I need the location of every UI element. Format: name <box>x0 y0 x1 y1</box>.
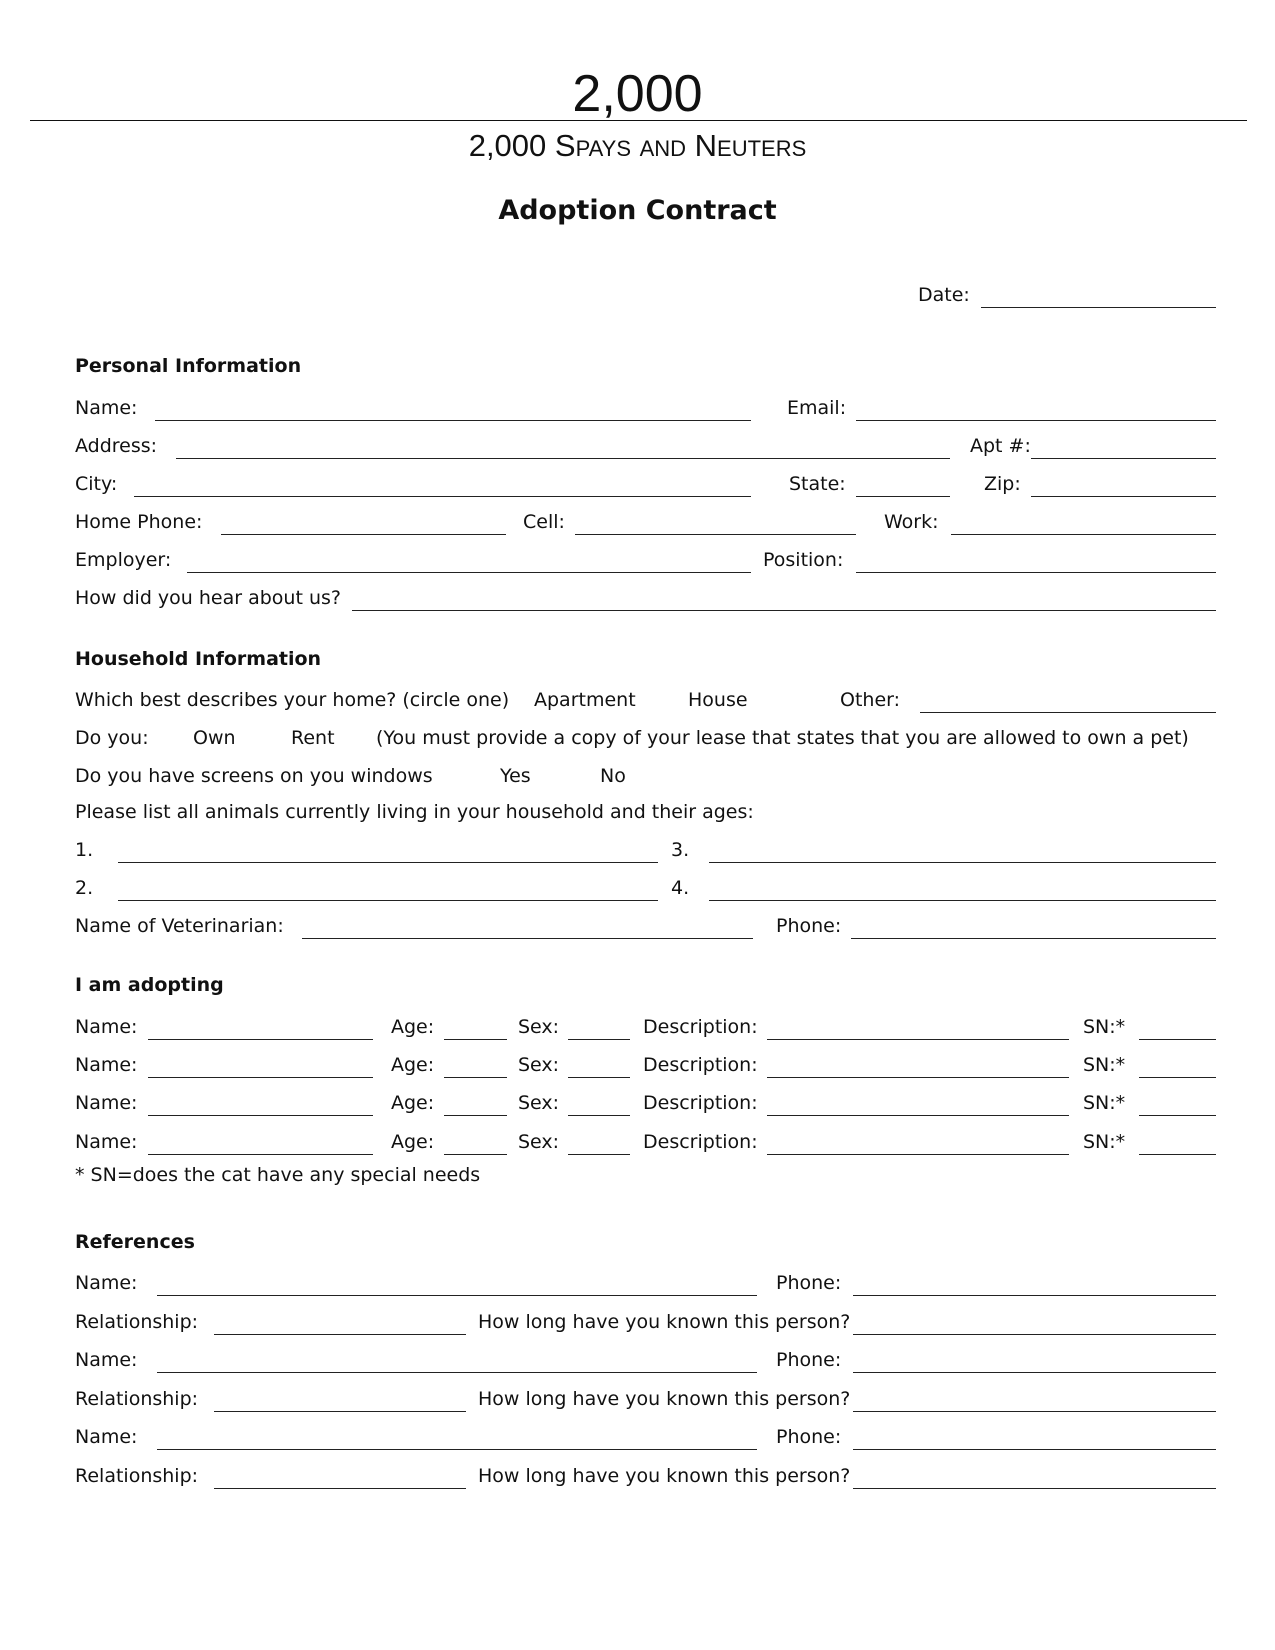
header-rule <box>30 120 1247 121</box>
adopt-name-field[interactable] <box>148 1077 373 1078</box>
adopt-age-field[interactable] <box>444 1077 507 1078</box>
address-field[interactable] <box>176 458 950 459</box>
state-label: State: <box>789 473 846 495</box>
option-house[interactable]: House <box>688 689 748 711</box>
date-label: Date: <box>918 284 970 306</box>
adopt-name-field[interactable] <box>148 1154 373 1155</box>
screens-question: Do you have screens on you windows <box>75 765 433 787</box>
ref-name-label: Name: <box>75 1349 138 1371</box>
ref-relationship-label: Relationship: <box>75 1311 199 1333</box>
ref-relationship-field[interactable] <box>214 1411 466 1412</box>
adopt-age-field[interactable] <box>444 1039 507 1040</box>
adopt-sn-field[interactable] <box>1139 1115 1216 1116</box>
household-info-heading: Household Information <box>75 648 322 670</box>
position-field[interactable] <box>856 572 1216 573</box>
heard-about-label: How did you hear about us? <box>75 587 341 609</box>
adopt-sn-label: SN:* <box>1083 1131 1126 1153</box>
email-label: Email: <box>787 397 847 419</box>
adopt-name-label: Name: <box>75 1054 138 1076</box>
ref-relationship-label: Relationship: <box>75 1388 199 1410</box>
animals-question: Please list all animals currently living in your household and their ages: <box>75 801 754 823</box>
adopt-sex-label: Sex: <box>518 1131 560 1153</box>
adopt-age-label: Age: <box>391 1054 435 1076</box>
adopt-age-field[interactable] <box>444 1154 507 1155</box>
adopt-description-field[interactable] <box>767 1115 1069 1116</box>
own-rent-question: Do you: <box>75 727 149 749</box>
city-field[interactable] <box>134 496 751 497</box>
adopt-age-label: Age: <box>391 1092 435 1114</box>
animal-3-field[interactable] <box>709 862 1216 863</box>
vet-name-label: Name of Veterinarian: <box>75 915 284 937</box>
work-field[interactable] <box>951 534 1216 535</box>
vet-phone-label: Phone: <box>776 915 842 937</box>
ref-name-label: Name: <box>75 1272 138 1294</box>
ref-phone-field[interactable] <box>853 1372 1216 1373</box>
adopt-sn-field[interactable] <box>1139 1154 1216 1155</box>
option-rent[interactable]: Rent <box>291 727 335 749</box>
lease-note: (You must provide a copy of your lease that states that you are allowed to own a pet) <box>376 727 1189 749</box>
adopt-sn-label: SN:* <box>1083 1054 1126 1076</box>
adopt-sn-field[interactable] <box>1139 1077 1216 1078</box>
adopt-age-label: Age: <box>391 1016 435 1038</box>
ref-name-field[interactable] <box>157 1295 757 1296</box>
home-type-question: Which best describes your home? (circle one) <box>75 689 510 711</box>
adopt-name-label: Name: <box>75 1016 138 1038</box>
animal-2-field[interactable] <box>118 900 658 901</box>
ref-relationship-field[interactable] <box>214 1488 466 1489</box>
ref-phone-label: Phone: <box>776 1272 842 1294</box>
adopt-description-field[interactable] <box>767 1077 1069 1078</box>
adopt-description-field[interactable] <box>767 1154 1069 1155</box>
animal-1-field[interactable] <box>118 862 658 863</box>
position-label: Position: <box>763 549 844 571</box>
ref-how-long-label: How long have you known this person? <box>478 1388 851 1410</box>
employer-label: Employer: <box>75 549 172 571</box>
zip-label: Zip: <box>984 473 1021 495</box>
sn-footnote: * SN=does the cat have any special needs <box>75 1164 481 1186</box>
adopt-sex-field[interactable] <box>568 1039 630 1040</box>
ref-relationship-label: Relationship: <box>75 1465 199 1487</box>
ref-name-label: Name: <box>75 1426 138 1448</box>
adopt-sex-field[interactable] <box>568 1077 630 1078</box>
references-heading: References <box>75 1231 195 1253</box>
vet-phone-field[interactable] <box>851 938 1216 939</box>
adopt-name-field[interactable] <box>148 1039 373 1040</box>
option-other[interactable]: Other: <box>840 689 901 711</box>
adopt-description-label: Description: <box>643 1016 758 1038</box>
option-own[interactable]: Own <box>193 727 236 749</box>
vet-name-field[interactable] <box>302 938 753 939</box>
ref-name-field[interactable] <box>157 1449 757 1450</box>
ref-how-long-label: How long have you known this person? <box>478 1311 851 1333</box>
date-field[interactable] <box>981 307 1216 308</box>
animal-number-4: 4. <box>671 877 690 899</box>
adopt-description-label: Description: <box>643 1054 758 1076</box>
apt-field[interactable] <box>1031 458 1216 459</box>
adopt-sex-label: Sex: <box>518 1016 560 1038</box>
ref-phone-field[interactable] <box>853 1295 1216 1296</box>
animal-number-1: 1. <box>75 839 94 861</box>
adopt-sex-label: Sex: <box>518 1054 560 1076</box>
home-phone-label: Home Phone: <box>75 511 203 533</box>
name-label: Name: <box>75 397 138 419</box>
adopt-description-label: Description: <box>643 1092 758 1114</box>
address-label: Address: <box>75 435 158 457</box>
ref-how-long-field[interactable] <box>853 1334 1216 1335</box>
ref-name-field[interactable] <box>157 1372 757 1373</box>
adopt-sn-label: SN:* <box>1083 1092 1126 1114</box>
state-field[interactable] <box>856 496 950 497</box>
zip-field[interactable] <box>1031 496 1216 497</box>
heard-about-field[interactable] <box>352 610 1216 611</box>
option-yes[interactable]: Yes <box>500 765 531 787</box>
employer-field[interactable] <box>187 572 751 573</box>
city-label: City: <box>75 473 118 495</box>
option-no[interactable]: No <box>600 765 626 787</box>
cell-field[interactable] <box>575 534 856 535</box>
ref-how-long-field[interactable] <box>853 1411 1216 1412</box>
email-field[interactable] <box>856 420 1216 421</box>
option-apartment[interactable]: Apartment <box>534 689 636 711</box>
ref-phone-label: Phone: <box>776 1426 842 1448</box>
personal-info-heading: Personal Information <box>75 355 302 377</box>
animal-4-field[interactable] <box>709 900 1216 901</box>
org-logo: 2,000 <box>572 65 703 123</box>
name-field[interactable] <box>155 420 751 421</box>
home-phone-field[interactable] <box>221 534 506 535</box>
adopt-name-label: Name: <box>75 1131 138 1153</box>
animal-number-2: 2. <box>75 877 94 899</box>
adopt-age-label: Age: <box>391 1131 435 1153</box>
adopt-description-field[interactable] <box>767 1039 1069 1040</box>
apt-label: Apt #: <box>970 435 1031 457</box>
adopt-sn-field[interactable] <box>1139 1039 1216 1040</box>
cell-label: Cell: <box>523 511 565 533</box>
adopt-sex-field[interactable] <box>568 1115 630 1116</box>
other-home-field[interactable] <box>920 712 1216 713</box>
org-name: 2,000 Spays and Neuters <box>468 128 807 163</box>
ref-how-long-label: How long have you known this person? <box>478 1465 851 1487</box>
ref-how-long-field[interactable] <box>853 1488 1216 1489</box>
adopting-heading: I am adopting <box>75 974 224 996</box>
ref-phone-label: Phone: <box>776 1349 842 1371</box>
adopt-description-label: Description: <box>643 1131 758 1153</box>
work-label: Work: <box>884 511 939 533</box>
adopt-sn-label: SN:* <box>1083 1016 1126 1038</box>
animal-number-3: 3. <box>671 839 690 861</box>
adopt-sex-field[interactable] <box>568 1154 630 1155</box>
page-title: Adoption Contract <box>498 195 777 226</box>
ref-relationship-field[interactable] <box>214 1334 466 1335</box>
adopt-age-field[interactable] <box>444 1115 507 1116</box>
adopt-name-field[interactable] <box>148 1115 373 1116</box>
adopt-name-label: Name: <box>75 1092 138 1114</box>
adopt-sex-label: Sex: <box>518 1092 560 1114</box>
ref-phone-field[interactable] <box>853 1449 1216 1450</box>
